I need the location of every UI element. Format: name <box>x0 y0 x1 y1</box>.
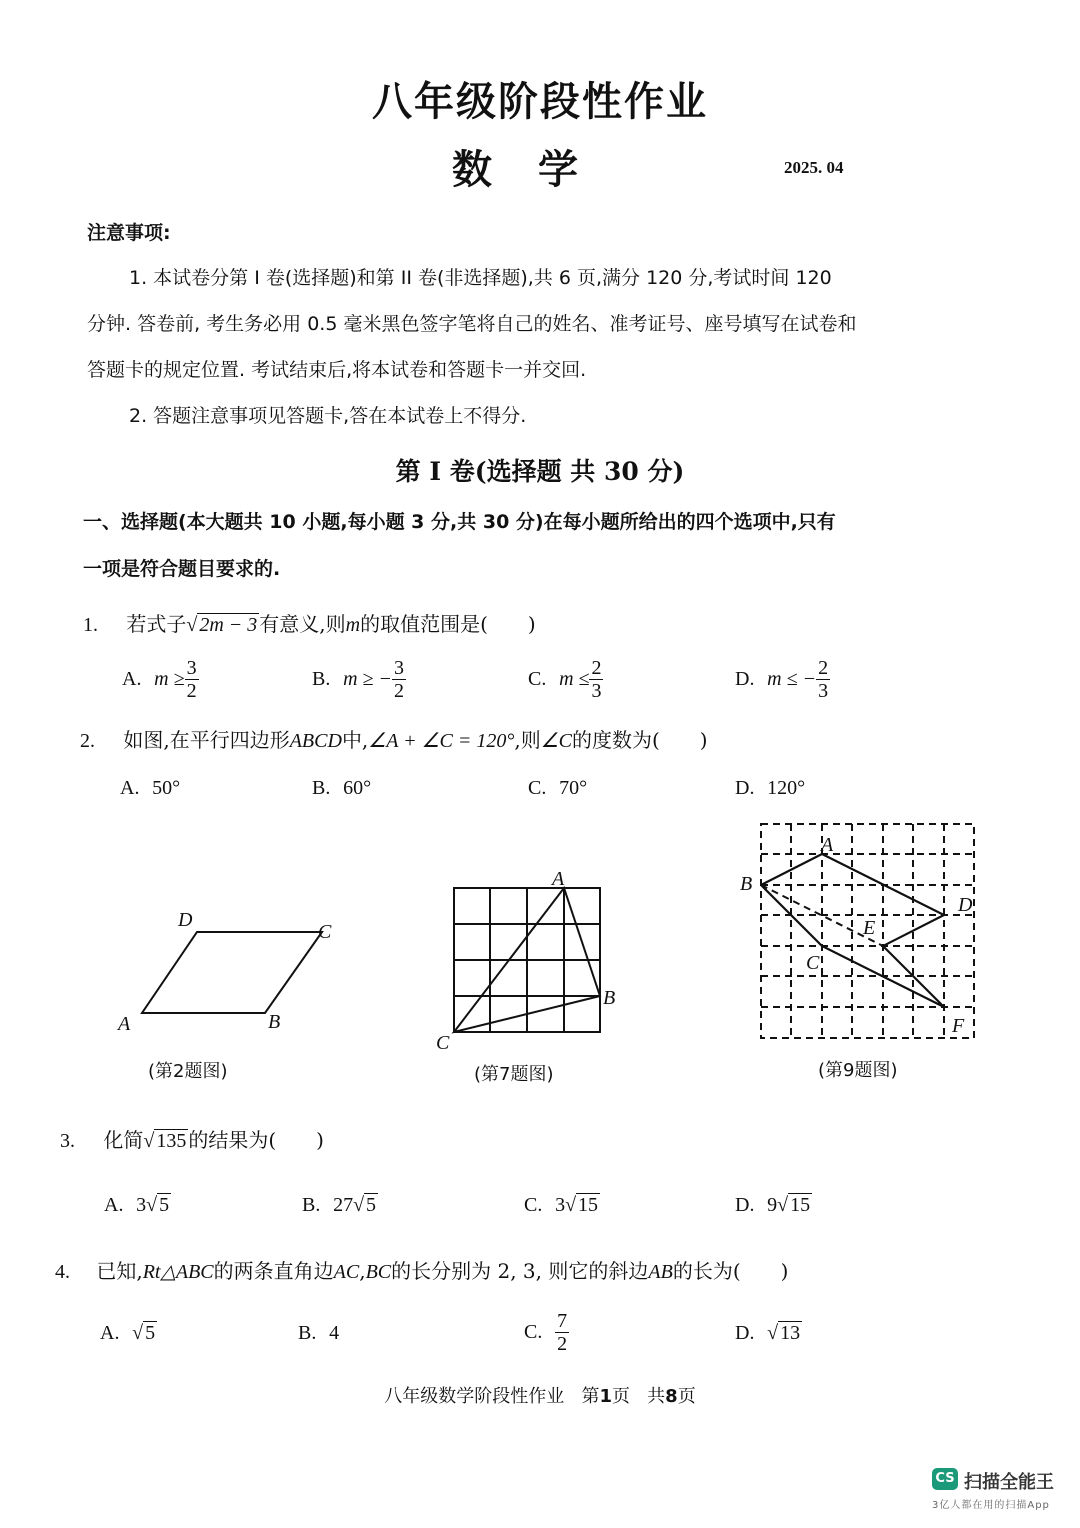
option-label: B. <box>298 1322 317 1344</box>
denominator: 2 <box>557 1333 568 1355</box>
label-b: B <box>740 873 753 895</box>
coefficient: 3 <box>555 1194 566 1216</box>
question-4 <box>55 1255 788 1284</box>
fraction <box>185 657 199 702</box>
q4-text-c: 的长分别为 2, 3, 则它的斜边 <box>391 1259 649 1283</box>
numerator: 2 <box>818 657 829 679</box>
option-label: C. <box>528 668 547 690</box>
footer-page-number: 1 <box>599 1386 612 1407</box>
option-relation: m ≥ − <box>343 668 392 690</box>
option-relation: m ≤ − <box>767 668 817 690</box>
option-label: A. <box>104 1194 124 1216</box>
footer-text: 八年级数学阶段性作业 <box>384 1386 565 1407</box>
label-d: D <box>178 909 193 931</box>
radicand: 15 <box>578 1194 599 1216</box>
question-1 <box>83 608 536 637</box>
figure-2-parallelogram <box>100 900 360 1040</box>
q2-ask: ∠C <box>540 730 572 752</box>
figure-7-caption: (第7题图) <box>474 1064 554 1085</box>
option-label: C. <box>524 1194 543 1216</box>
q2-text-d: 的度数为( <box>571 728 660 752</box>
figure-9-caption: (第9题图) <box>818 1060 898 1081</box>
label-e: E <box>863 917 876 939</box>
label-c: C <box>436 1032 450 1054</box>
label-b: B <box>603 987 616 1009</box>
footer-total-number: 8 <box>665 1386 678 1407</box>
radicand: 13 <box>780 1322 801 1344</box>
denominator: 2 <box>393 680 404 702</box>
option-label: D. <box>735 777 755 799</box>
figure-2-caption: (第2题图) <box>148 1061 228 1082</box>
q3-radicand: 135 <box>156 1130 187 1152</box>
note-item1-line2: 分钟. 答卷前, 考生务必用 0.5 毫米黑色签字笔将自己的姓名、准考证号、座号填写在试卷和 <box>87 313 857 335</box>
fraction <box>392 657 406 702</box>
radicand: 5 <box>145 1322 156 1344</box>
fraction <box>816 657 830 702</box>
option-label: D. <box>735 1194 755 1216</box>
q4-ab: AB <box>648 1261 673 1283</box>
numerator: 3 <box>393 657 404 679</box>
q3-option-a <box>104 1192 171 1217</box>
coefficient: 3 <box>136 1194 147 1216</box>
q4-option-b <box>298 1320 339 1345</box>
q1-option-c <box>528 657 603 702</box>
question-3 <box>60 1124 324 1153</box>
question-number: 2. <box>80 730 95 752</box>
q4-bc: BC <box>365 1261 392 1283</box>
radicand: 5 <box>159 1194 170 1216</box>
q4-text-d: 的长为( <box>672 1259 741 1283</box>
sqrt-expression: √ 15 <box>777 1194 811 1216</box>
exam-date: 2025. 04 <box>784 158 844 177</box>
q1-option-d <box>735 657 830 702</box>
question-number: 3. <box>60 1130 75 1152</box>
label-c: C <box>318 921 332 943</box>
label-a: A <box>118 1013 131 1035</box>
sqrt-expression: √ 5 <box>132 1322 156 1344</box>
q4-close: ) <box>780 1259 789 1283</box>
numerator: 7 <box>557 1310 568 1332</box>
option-value: 4 <box>329 1322 340 1344</box>
note-item1-line3: 答题卡的规定位置. 考试结束后,将本试卷和答题卡一并交回. <box>87 359 587 381</box>
part-heading-line1: 一、选择题(本大题共 10 小题,每小题 3 分,共 30 分)在每小题所给出的四个选项中,只有 <box>83 511 836 533</box>
radicand: 15 <box>790 1194 811 1216</box>
option-label: D. <box>735 1322 755 1344</box>
q3-option-b <box>302 1192 378 1217</box>
numerator: 2 <box>591 657 602 679</box>
note-item1-line1: 1. 本试卷分第 I 卷(选择题)和第 II 卷(非选择题),共 6 页,满分 120 分,考试时间 120 <box>129 267 832 289</box>
coefficient: 27 <box>333 1194 354 1216</box>
q1-text-c: 的取值范围是( <box>360 612 488 636</box>
q2-condition: ∠A + ∠C = 120° <box>368 730 515 752</box>
q2-shape: ABCD <box>289 730 342 752</box>
section-title: 第 I 卷(选择题 共 30 分) <box>395 457 685 486</box>
q4-text-a: 已知, <box>96 1259 143 1283</box>
option-value: 70° <box>559 777 588 799</box>
option-relation: m ≤ <box>559 668 590 690</box>
option-label: B. <box>312 668 331 690</box>
q1-text-b: 有意义,则 <box>259 612 346 636</box>
question-number: 1. <box>83 614 98 636</box>
q1-radicand: 2m − 3 <box>199 614 258 636</box>
option-label: B. <box>302 1194 321 1216</box>
note-item2: 2. 答题注意事项见答题卡,答在本试卷上不得分. <box>129 405 527 427</box>
q2-text-a: 如图,在平行四边形 <box>123 728 290 752</box>
option-label: C. <box>528 777 547 799</box>
fraction <box>589 657 603 702</box>
label-a: A <box>552 868 565 890</box>
footer-total-prefix: 共 <box>647 1386 666 1407</box>
footer-total-suffix: 页 <box>677 1386 696 1407</box>
footer-page-suffix: 页 <box>612 1386 630 1407</box>
q1-option-b <box>312 657 406 702</box>
q2-option-d <box>735 775 805 800</box>
figure-9-dashed-grid <box>736 816 986 1046</box>
option-value: 60° <box>343 777 372 799</box>
grid <box>454 888 600 1032</box>
option-label: A. <box>120 777 140 799</box>
q2-text-c: ,则 <box>514 728 541 752</box>
q3-option-c <box>524 1192 600 1217</box>
parallelogram-shape <box>142 932 322 1013</box>
option-relation: m ≥ <box>154 668 185 690</box>
label-c: C <box>806 952 820 974</box>
radicand: 5 <box>366 1194 377 1216</box>
subject-char-2: 学 <box>538 146 578 193</box>
coefficient: 9 <box>767 1194 778 1216</box>
q4-option-c <box>524 1310 569 1355</box>
option-label: C. <box>524 1321 543 1343</box>
q2-option-a <box>120 775 180 800</box>
q2-option-b <box>312 775 371 800</box>
page-footer <box>0 1382 1080 1408</box>
sqrt-expression: √ 5 <box>353 1194 377 1216</box>
q2-option-c <box>528 775 587 800</box>
option-label: A. <box>122 668 142 690</box>
sqrt-expression: √ 135 <box>143 1130 187 1152</box>
option-value: 50° <box>152 777 181 799</box>
denominator: 2 <box>186 680 197 702</box>
option-label: D. <box>735 668 755 690</box>
label-a: A <box>821 834 834 856</box>
notes-heading: 注意事项: <box>87 222 171 244</box>
q2-close: ) <box>699 728 708 752</box>
subject-title <box>452 138 624 195</box>
q2-text-b: 中, <box>341 728 369 752</box>
question-2 <box>80 724 708 753</box>
q4-comma: , <box>359 1259 366 1283</box>
label-f: F <box>952 1015 965 1037</box>
subject-char-1: 数 <box>452 146 492 193</box>
label-d: D <box>958 894 973 916</box>
part-heading-line2: 一项是符合题目要求的. <box>83 558 281 580</box>
denominator: 3 <box>818 680 829 702</box>
sqrt-expression: √ 2m − 3 <box>186 614 258 636</box>
option-value: 120° <box>767 777 806 799</box>
figure-7-grid-triangle <box>430 864 630 1056</box>
scanner-logo-icon: CS <box>932 1468 958 1490</box>
q1-option-a <box>122 657 199 702</box>
sqrt-expression: √ 5 <box>146 1194 170 1216</box>
q4-ac: AC <box>333 1261 360 1283</box>
numerator: 3 <box>186 657 197 679</box>
q1-text-a: 若式子 <box>126 612 187 636</box>
footer-page-prefix: 第 <box>581 1386 600 1407</box>
question-number: 4. <box>55 1261 70 1283</box>
exam-title: 八年级阶段性作业 <box>372 78 708 125</box>
q3-text-b: 的结果为( <box>188 1128 277 1152</box>
option-label: A. <box>100 1322 120 1344</box>
q3-text-a: 化简 <box>103 1128 144 1152</box>
q3-option-d <box>735 1192 812 1217</box>
q1-close: ) <box>527 612 536 636</box>
q4-triangle: Rt△ABC <box>142 1261 214 1283</box>
denominator: 3 <box>591 680 602 702</box>
q1-var: m <box>345 614 361 636</box>
sqrt-expression: √ 15 <box>565 1194 599 1216</box>
q4-option-d <box>735 1320 802 1345</box>
label-b: B <box>268 1011 281 1033</box>
option-label: B. <box>312 777 331 799</box>
q3-close: ) <box>316 1128 324 1152</box>
fraction <box>555 1310 569 1355</box>
scanner-app-name: 扫描全能王 <box>964 1472 1054 1493</box>
q4-option-a <box>100 1320 157 1345</box>
sqrt-expression: √ 13 <box>767 1322 801 1344</box>
q4-text-b: 的两条直角边 <box>213 1259 334 1283</box>
scanner-slogan: 3亿人都在用的扫描App <box>932 1500 1050 1511</box>
